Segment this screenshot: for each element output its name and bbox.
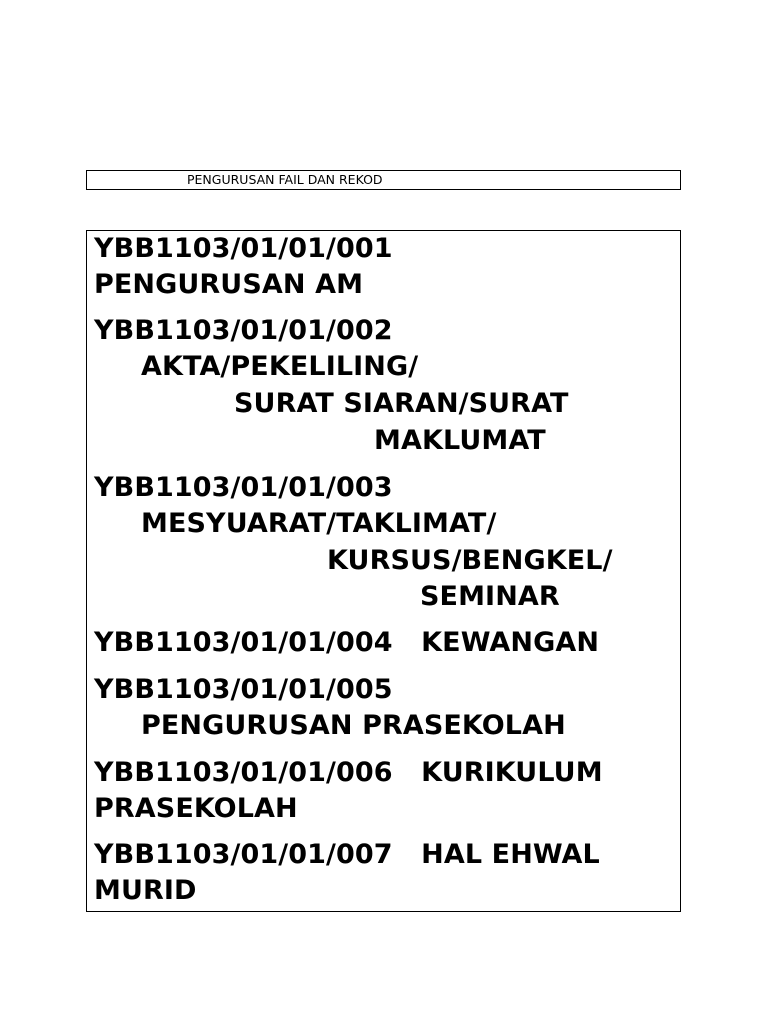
entry-title-continued: KURSUS/BENGKEL/ — [327, 545, 613, 576]
entry-title-continued: MAKLUMAT — [374, 425, 546, 456]
header-title: PENGURUSAN FAIL DAN REKOD — [187, 172, 383, 187]
entry-title-continued: MURID — [94, 875, 197, 906]
entry-code-title: YBB1103/01/01/007 HAL EHWAL — [94, 839, 600, 870]
entry-title-continued: SURAT SIARAN/SURAT — [234, 388, 569, 419]
entry-code: YBB1103/01/01/001 — [94, 233, 393, 264]
entry-title-continued: PRASEKOLAH — [94, 793, 298, 824]
entry-title: MESYUARAT/TAKLIMAT/ — [141, 508, 497, 539]
entry-code: YBB1103/01/01/005 — [94, 674, 393, 705]
entry-title: PENGURUSAN PRASEKOLAH — [141, 710, 566, 741]
header-box — [86, 170, 681, 190]
entry-code-title: YBB1103/01/01/006 KURIKULUM — [94, 757, 603, 788]
entry-title-continued: SEMINAR — [420, 581, 560, 612]
file-index-box — [86, 230, 681, 912]
entry-title: AKTA/PEKELILING/ — [141, 351, 419, 382]
entry-code: YBB1103/01/01/003 — [94, 472, 393, 503]
entry-code-title: YBB1103/01/01/004 KEWANGAN — [94, 627, 600, 658]
entry-title: PENGURUSAN AM — [94, 269, 364, 300]
entry-code: YBB1103/01/01/002 — [94, 315, 393, 346]
